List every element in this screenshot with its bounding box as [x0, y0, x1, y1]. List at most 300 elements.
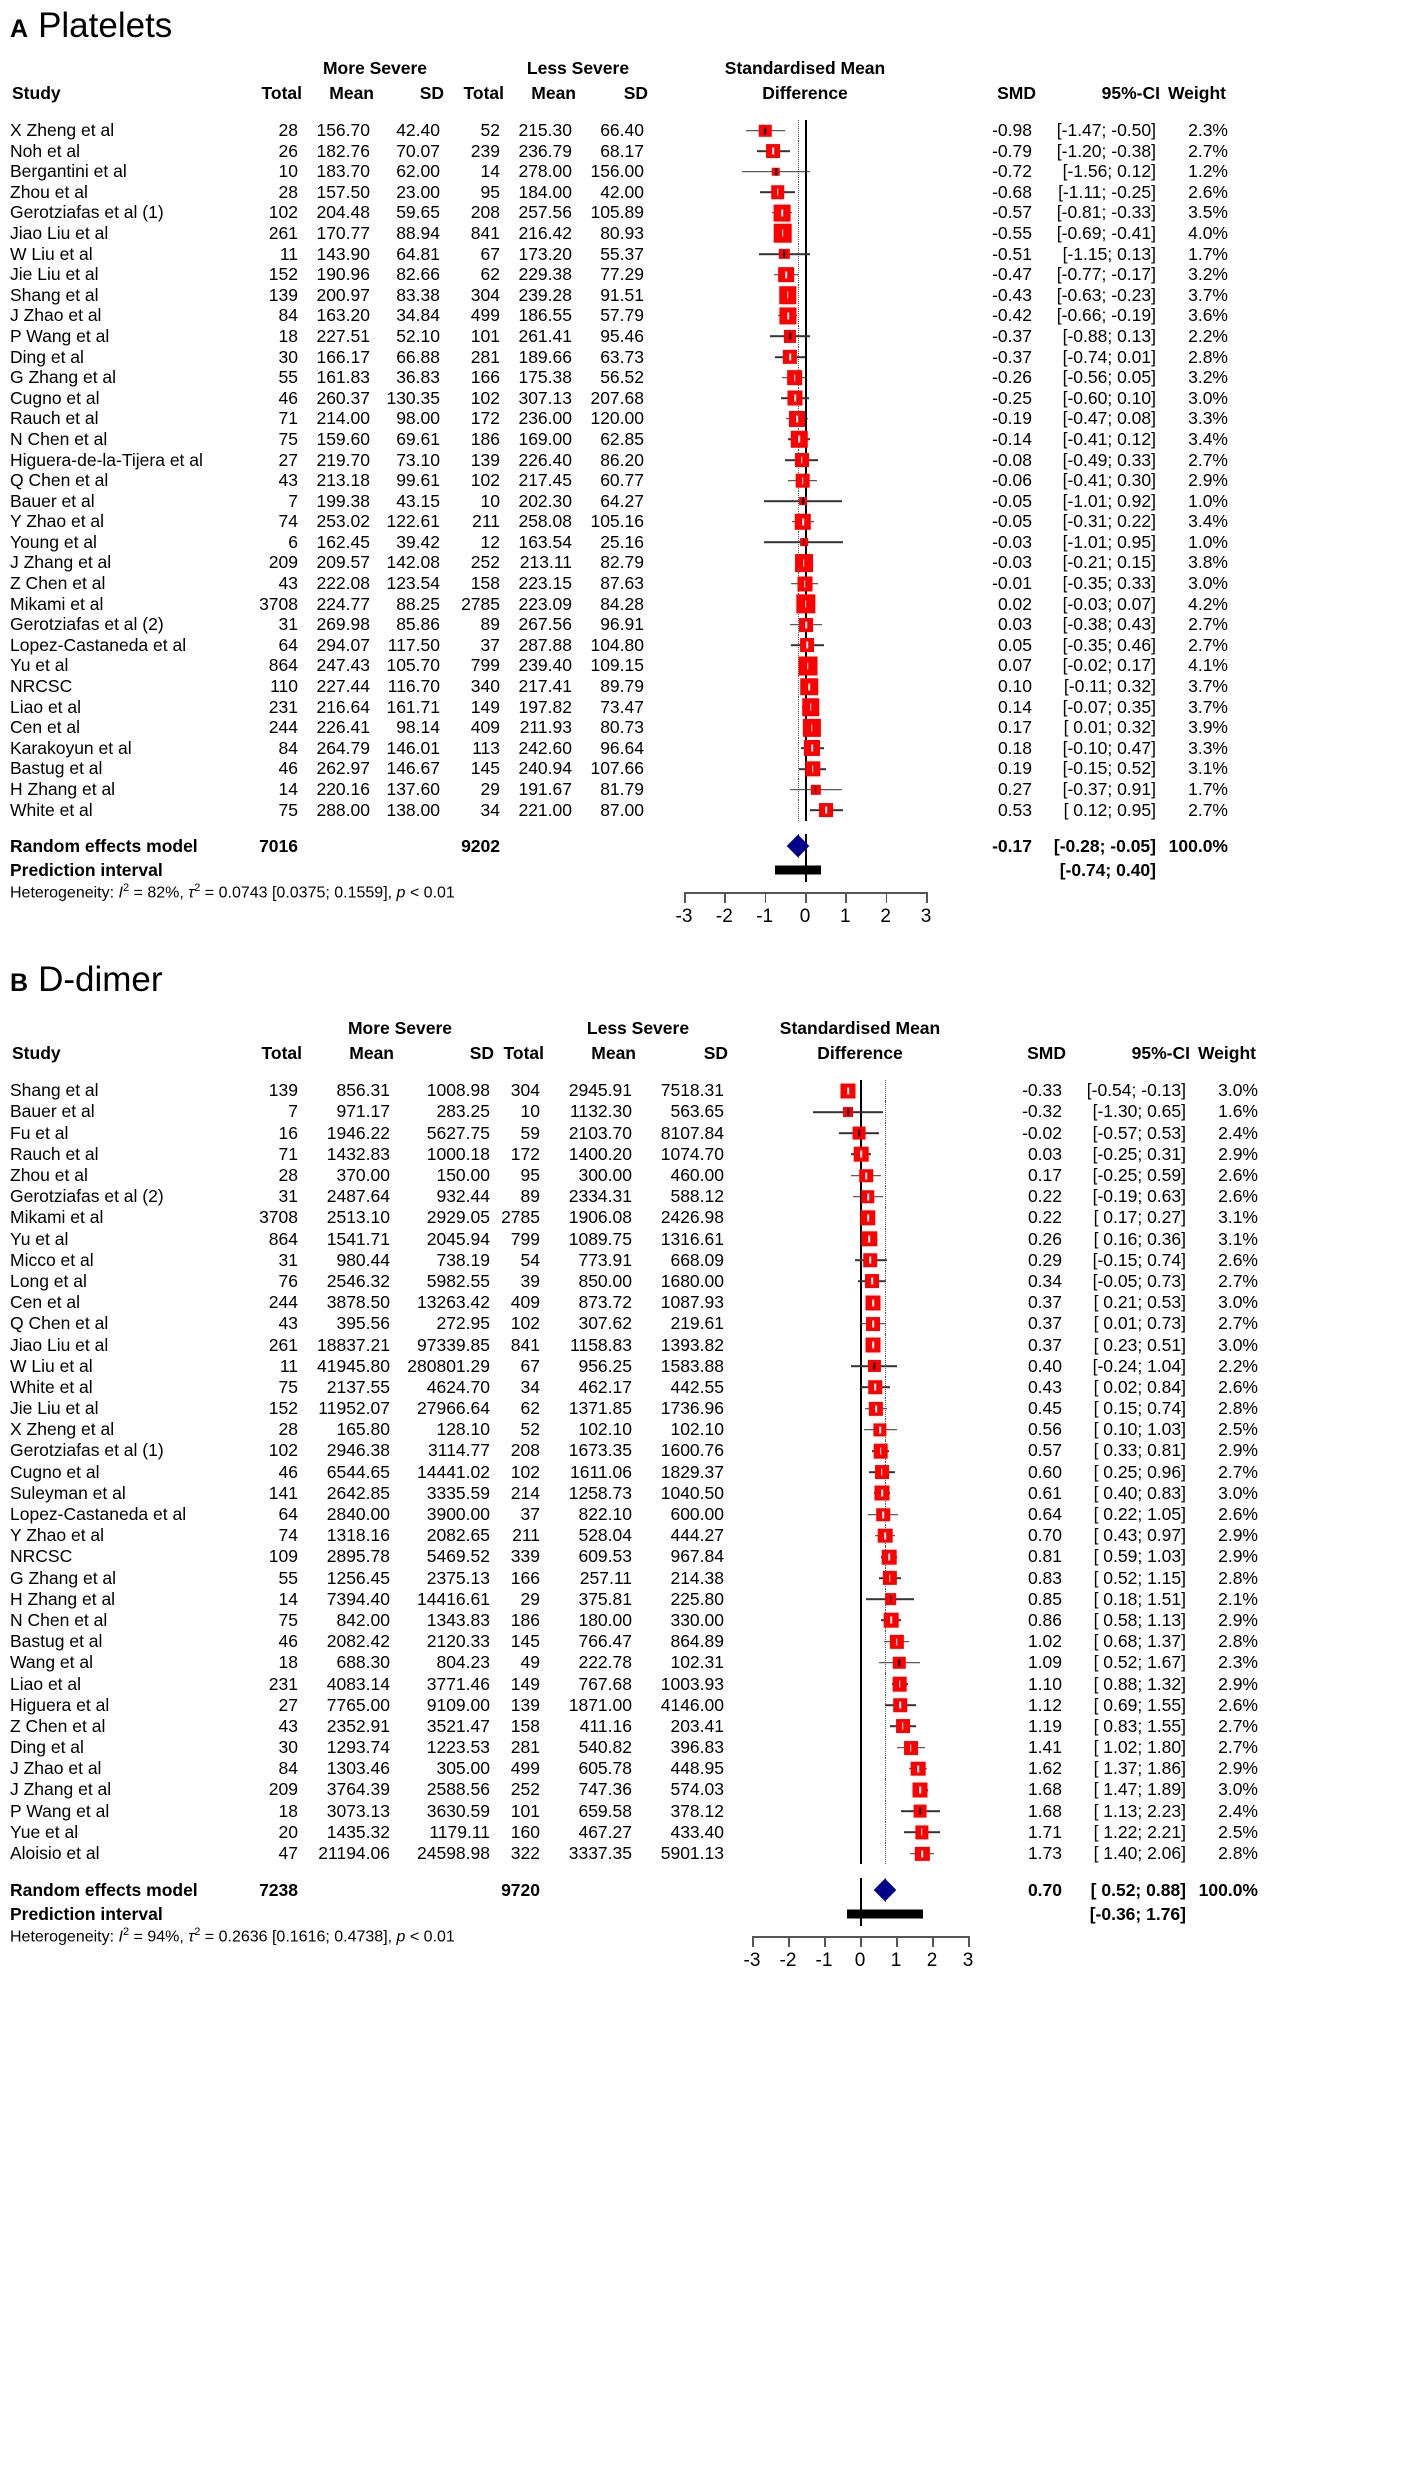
row-plot-cell: [650, 408, 960, 429]
summary-plot-cell: [650, 834, 960, 858]
row-mean-1: 18837.21: [317, 1334, 390, 1355]
row-study: Jiao Liu et al: [10, 1334, 109, 1355]
effect-point-marker: [882, 1511, 884, 1518]
table-row: [10, 202, 1427, 223]
row-sd-1: 9109.00: [426, 1694, 490, 1715]
row-ci: [ 0.33; 0.81]: [1093, 1440, 1186, 1461]
x-axis: [650, 882, 960, 938]
row-smd: -0.03: [992, 552, 1032, 573]
row-sd-1: 2045.94: [426, 1228, 490, 1249]
row-study: Yue et al: [10, 1821, 79, 1842]
table-row: [10, 1525, 1427, 1546]
row-mean-1: 219.70: [316, 449, 370, 470]
row-mean-1: 1293.74: [326, 1737, 390, 1758]
row-smd: -0.68: [992, 181, 1032, 202]
table-row: [10, 1123, 1427, 1144]
row-sd-1: 69.61: [396, 428, 440, 449]
row-total-1: 11: [279, 243, 298, 264]
row-plot-cell: [730, 1610, 990, 1631]
table-row: [10, 470, 1427, 491]
row-sd-2: 96.64: [600, 737, 644, 758]
row-smd: 0.40: [1027, 1355, 1062, 1376]
row-total-1: 30: [278, 1737, 298, 1758]
effect-point-marker: [871, 1278, 873, 1285]
row-plot-cell: [650, 223, 960, 244]
row-plot-cell: [650, 326, 960, 347]
row-sd-1: 24598.98: [417, 1843, 490, 1864]
row-total-1: 20: [278, 1821, 298, 1842]
row-mean-2: 191.67: [518, 779, 572, 799]
row-weight: 3.3%: [1188, 737, 1228, 758]
row-sd-1: 4624.70: [426, 1376, 490, 1397]
row-smd: 0.37: [1027, 1313, 1062, 1334]
effect-point-marker: [805, 601, 807, 608]
row-weight: 2.5%: [1218, 1419, 1258, 1440]
axis-tick-label: 0: [799, 906, 811, 928]
row-smd: 0.02: [997, 593, 1032, 614]
table-row: [10, 1356, 1427, 1377]
row-mean-1: 163.20: [316, 305, 370, 326]
row-sd-1: 128.10: [436, 1419, 490, 1440]
effect-point-marker: [804, 580, 806, 587]
row-mean-2: 258.08: [518, 511, 572, 532]
row-mean-1: 41945.80: [317, 1355, 390, 1376]
table-row: [10, 305, 1427, 326]
row-weight: 3.5%: [1188, 202, 1228, 223]
row-mean-1: 2895.78: [326, 1546, 390, 1567]
row-total-2: 29: [480, 779, 500, 799]
axis-tick-label: -2: [715, 906, 733, 928]
table-row: [10, 182, 1427, 203]
null-effect-line: [860, 1758, 862, 1779]
row-total-2: 149: [470, 696, 500, 717]
row-weight: 2.6%: [1218, 1186, 1258, 1207]
row-mean-1: 214.00: [316, 408, 370, 429]
effect-point-marker: [873, 1320, 875, 1327]
effect-point-marker: [890, 1596, 892, 1603]
row-total-2: 252: [470, 552, 500, 573]
row-plot-cell: [730, 1377, 990, 1398]
row-mean-2: 222.78: [578, 1652, 632, 1673]
prediction-label: Prediction interval: [10, 859, 163, 880]
null-effect-line: [860, 1801, 862, 1822]
row-sd-1: 3114.77: [428, 1440, 490, 1461]
row-study: Mikami et al: [10, 593, 104, 614]
row-study: P Wang et al: [10, 325, 110, 346]
row-smd: -0.06: [992, 470, 1032, 491]
table-row: [10, 429, 1427, 450]
effect-point-marker: [890, 1617, 892, 1624]
row-mean-1: 143.90: [316, 243, 370, 264]
row-total-2: 499: [510, 1758, 540, 1779]
row-weight: 1.2%: [1188, 161, 1228, 182]
effect-point-marker: [880, 1447, 882, 1454]
row-ci: [-0.47; 0.08]: [1062, 408, 1156, 429]
panel-a: [0, 6, 1427, 938]
row-study: NRCSC: [10, 1546, 73, 1567]
row-study: W Liu et al: [10, 1355, 93, 1376]
row-sd-2: 77.29: [600, 264, 644, 285]
effect-point-marker: [810, 704, 812, 711]
row-weight: 2.9%: [1218, 1758, 1258, 1779]
panel-letter: A: [10, 15, 29, 43]
row-sd-1: 27966.64: [417, 1398, 490, 1419]
row-total-2: 799: [470, 655, 500, 676]
row-total-2: 186: [470, 428, 500, 449]
row-sd-1: 272.95: [436, 1313, 490, 1334]
row-sd-2: 1583.88: [660, 1355, 724, 1376]
row-weight: 2.7%: [1188, 449, 1228, 470]
axis-tick-label: 2: [880, 906, 891, 928]
table-row: [10, 1398, 1427, 1419]
row-total-1: 152: [268, 1398, 298, 1419]
summary-total-1: 7016: [259, 835, 298, 856]
row-total-2: 166: [510, 1567, 540, 1588]
row-sd-1: 2929.05: [426, 1207, 490, 1228]
row-smd: -0.37: [992, 325, 1032, 346]
axis-tick-label: -3: [675, 906, 693, 928]
effect-point-marker: [794, 395, 796, 402]
row-weight: 2.9%: [1218, 1609, 1258, 1630]
row-plot-cell: [730, 1483, 990, 1504]
summary-ci: [ 0.52; 0.88]: [1090, 1879, 1186, 1900]
row-smd: 0.17: [1027, 1165, 1062, 1186]
row-sd-2: 4146.00: [660, 1694, 724, 1715]
row-weight: 3.0%: [1188, 573, 1228, 594]
pooled-effect-dotted-line: [798, 182, 799, 203]
row-sd-1: 117.50: [387, 634, 440, 655]
row-mean-1: 3073.13: [326, 1800, 390, 1821]
summary-row-random-effects: [10, 834, 1427, 858]
row-mean-1: 2352.91: [326, 1715, 390, 1736]
axis-tick: [926, 892, 928, 903]
row-total-2: 172: [470, 408, 500, 429]
row-ci: [ 0.15; 0.74]: [1093, 1398, 1186, 1419]
row-total-1: 31: [278, 1186, 298, 1207]
row-sd-1: 36.83: [396, 367, 440, 388]
null-effect-line: [860, 1589, 862, 1610]
row-plot-cell: [650, 367, 960, 388]
row-sd-1: 23.00: [396, 181, 440, 202]
pooled-effect-dotted-line: [885, 1101, 886, 1122]
row-weight: 2.9%: [1218, 1525, 1258, 1546]
row-ci: [ 1.13; 2.23]: [1093, 1800, 1186, 1821]
row-plot-cell: [650, 532, 960, 553]
col-sd-2: SD: [703, 1042, 728, 1063]
row-weight: 3.0%: [1218, 1334, 1258, 1355]
row-mean-1: 161.83: [316, 367, 370, 388]
effect-point-marker: [802, 518, 804, 525]
pooled-effect-dotted-line: [798, 738, 799, 759]
effect-point-marker: [811, 745, 813, 752]
null-effect-line: [860, 1631, 862, 1652]
row-sd-1: 1179.11: [429, 1821, 490, 1842]
row-study: Gerotziafas et al (1): [10, 202, 164, 223]
row-study: J Zhao et al: [10, 1758, 102, 1779]
row-ci: [-0.77; -0.17]: [1056, 264, 1156, 285]
row-total-2: 102: [510, 1461, 540, 1482]
row-study: Aloisio et al: [10, 1843, 100, 1864]
row-plot-cell: [730, 1186, 990, 1207]
null-effect-line: [860, 1504, 862, 1525]
pooled-effect-dotted-line: [885, 1737, 886, 1758]
table-row: [10, 1737, 1427, 1758]
row-mean-2: 3337.35: [568, 1843, 632, 1864]
row-total-1: 109: [268, 1546, 298, 1567]
row-weight: 2.8%: [1188, 346, 1228, 367]
row-total-1: 102: [268, 202, 298, 223]
table-row: [10, 1568, 1427, 1589]
row-ci: [ 0.18; 1.51]: [1093, 1588, 1186, 1609]
row-ci: [ 0.40; 0.83]: [1093, 1482, 1186, 1503]
group-header-more-severe: More Severe: [322, 57, 428, 78]
row-plot-cell: [650, 779, 960, 800]
row-sd-1: 3900.00: [426, 1504, 490, 1525]
effect-point-marker: [777, 189, 779, 196]
row-plot-cell: [650, 655, 960, 676]
table-row: [10, 511, 1427, 532]
row-total-2: 34: [520, 1376, 540, 1397]
row-sd-2: 104.80: [590, 634, 644, 655]
row-sd-2: 102.31: [670, 1652, 724, 1673]
summary-weight: 100.0%: [1198, 1879, 1258, 1900]
effect-point-marker: [875, 1384, 877, 1391]
row-sd-1: 123.54: [386, 573, 440, 594]
row-total-2: 89: [480, 614, 500, 635]
row-total-2: 62: [520, 1398, 540, 1419]
null-effect-line: [860, 1843, 862, 1864]
row-ci: [-0.56; 0.05]: [1062, 367, 1156, 388]
row-ci: [-0.41; 0.12]: [1062, 428, 1156, 449]
null-effect-line: [805, 800, 807, 821]
row-total-2: 158: [470, 573, 500, 594]
row-plot-cell: [730, 1779, 990, 1800]
row-total-2: 145: [510, 1631, 540, 1652]
row-mean-1: 199.38: [316, 490, 370, 511]
row-total-2: 102: [470, 470, 500, 491]
pooled-effect-dotted-line: [885, 1292, 886, 1313]
table-row: [10, 1419, 1427, 1440]
summary-spacer: [10, 1864, 1427, 1878]
row-plot-cell: [650, 264, 960, 285]
table-row: [10, 1271, 1427, 1292]
row-sd-1: 43.15: [396, 490, 440, 511]
row-sd-2: 207.68: [590, 387, 644, 408]
row-sd-2: 42.00: [600, 181, 644, 202]
row-ci: [ 0.22; 1.05]: [1093, 1504, 1186, 1525]
row-weight: 4.0%: [1188, 222, 1228, 243]
row-sd-1: 116.70: [387, 676, 440, 697]
effect-point-marker: [858, 1130, 860, 1137]
row-plot-cell: [730, 1123, 990, 1144]
row-mean-2: 180.00: [578, 1609, 632, 1630]
row-total-2: 841: [470, 222, 500, 243]
row-mean-1: 190.96: [316, 264, 370, 285]
row-ci: [-0.38; 0.43]: [1062, 614, 1156, 635]
pooled-effect-dotted-line: [885, 1716, 886, 1737]
null-effect-line: [860, 1737, 862, 1758]
row-sd-2: 80.73: [600, 717, 644, 738]
null-effect-line: [860, 1779, 862, 1800]
row-weight: 2.7%: [1218, 1313, 1258, 1334]
row-ci: [-0.63; -0.23]: [1056, 284, 1156, 305]
row-weight: 1.6%: [1218, 1101, 1258, 1122]
table-row: [10, 1801, 1427, 1822]
row-total-2: 10: [520, 1101, 540, 1122]
row-total-1: 75: [278, 799, 298, 820]
row-sd-1: 2375.13: [426, 1567, 490, 1588]
table-row: [10, 1229, 1427, 1250]
null-effect-line: [860, 1483, 862, 1504]
row-sd-1: 64.81: [396, 243, 440, 264]
row-weight: 3.7%: [1188, 284, 1228, 305]
row-mean-2: 609.53: [578, 1546, 632, 1567]
row-mean-2: 766.47: [578, 1631, 632, 1652]
row-plot-cell: [650, 305, 960, 326]
row-total-1: 7: [288, 1101, 298, 1122]
summary-model-label: Random effects model: [10, 1879, 198, 1900]
row-total-1: 864: [268, 655, 298, 676]
pooled-effect-dotted-line: [798, 141, 799, 162]
effect-point-marker: [881, 1490, 883, 1497]
row-sd-2: 1087.93: [660, 1292, 724, 1313]
table-row: [10, 264, 1427, 285]
row-sd-1: 83.38: [396, 284, 440, 305]
row-study: Q Chen et al: [10, 470, 109, 491]
row-mean-2: 169.00: [518, 428, 572, 449]
row-smd: -0.05: [992, 490, 1032, 511]
row-study: Bergantini et al: [10, 161, 127, 182]
row-sd-2: 1829.37: [660, 1461, 724, 1482]
row-sd-2: 203.41: [670, 1715, 724, 1736]
row-total-2: 841: [510, 1334, 540, 1355]
row-plot-cell: [650, 552, 960, 573]
row-plot-cell: [650, 182, 960, 203]
row-plot-cell: [730, 1440, 990, 1461]
table-row: [10, 573, 1427, 594]
row-total-2: 37: [520, 1504, 540, 1525]
row-total-2: 95: [480, 181, 500, 202]
row-ci: [ 1.37; 1.86]: [1093, 1758, 1186, 1779]
row-total-2: 10: [480, 490, 500, 511]
row-mean-1: 2642.85: [326, 1482, 390, 1503]
column-header-row: [10, 80, 1427, 106]
table-row: [10, 1589, 1427, 1610]
row-sd-2: 87.63: [600, 573, 644, 594]
row-plot-cell: [650, 676, 960, 697]
effect-point-marker: [797, 415, 799, 422]
forest-plot: [0, 56, 1427, 938]
row-study: Young et al: [10, 531, 97, 552]
row-study: Gerotziafas et al (2): [10, 1186, 164, 1207]
row-ci: [-0.19; 0.63]: [1092, 1186, 1186, 1207]
row-mean-2: 184.00: [518, 181, 572, 202]
row-weight: 2.7%: [1218, 1461, 1258, 1482]
null-effect-line: [805, 223, 807, 244]
row-total-1: 31: [278, 1249, 298, 1270]
row-ci: [-0.25; 0.31]: [1092, 1143, 1186, 1164]
row-weight: 2.6%: [1218, 1376, 1258, 1397]
row-plot-cell: [730, 1229, 990, 1250]
row-weight: 2.9%: [1218, 1440, 1258, 1461]
row-smd: -0.25: [992, 387, 1032, 408]
plot-header-line2: Difference: [762, 82, 848, 103]
row-plot-cell: [650, 573, 960, 594]
row-weight: 3.7%: [1188, 676, 1228, 697]
row-smd: 0.43: [1027, 1376, 1062, 1397]
row-smd: 0.53: [997, 799, 1032, 820]
row-ci: [-0.54; -0.13]: [1086, 1080, 1186, 1101]
row-plot-cell: [650, 800, 960, 821]
row-total-1: 28: [278, 1419, 298, 1440]
row-total-2: 145: [470, 758, 500, 779]
axis-tick: [860, 1936, 862, 1947]
prediction-plot-cell: [730, 1902, 990, 1926]
row-smd: -0.02: [1022, 1122, 1062, 1143]
row-study: Higuera-de-la-Tijera et al: [10, 449, 203, 470]
row-sd-2: 96.91: [600, 614, 644, 635]
effect-point-marker: [808, 683, 810, 690]
prediction-ci: [-0.36; 1.76]: [1089, 1903, 1186, 1924]
table-row: [10, 1292, 1427, 1313]
row-mean-2: 307.62: [578, 1313, 632, 1334]
group-header-row: [10, 1016, 1427, 1040]
row-study: Noh et al: [10, 140, 81, 161]
row-sd-2: 63.73: [600, 346, 644, 367]
null-effect-line: [860, 1334, 862, 1355]
axis-tick-label: 1: [890, 1950, 902, 1972]
effect-point-marker: [807, 662, 809, 669]
table-row: [10, 697, 1427, 718]
row-ci: [-1.01; 0.95]: [1062, 531, 1156, 552]
panel-letter: B: [10, 969, 29, 998]
row-total-2: 172: [510, 1143, 540, 1164]
row-smd: 0.26: [1027, 1228, 1062, 1249]
table-row: [10, 141, 1427, 162]
row-smd: -0.32: [1022, 1101, 1062, 1122]
row-mean-1: 1256.45: [326, 1567, 390, 1588]
row-study: X Zheng et al: [10, 120, 115, 140]
row-study: Rauch et al: [10, 1143, 99, 1164]
row-smd: 1.12: [1027, 1694, 1062, 1715]
effect-point-marker: [875, 1405, 877, 1412]
row-sd-1: 3521.47: [426, 1715, 490, 1736]
pooled-effect-dotted-line: [798, 223, 799, 244]
row-weight: 3.8%: [1188, 552, 1228, 573]
row-study: Z Chen et al: [10, 573, 106, 594]
row-study: G Zhang et al: [10, 1567, 117, 1588]
prediction-plot-cell: [650, 858, 960, 882]
row-plot-cell: [650, 511, 960, 532]
effect-point-marker: [910, 1744, 912, 1751]
row-total-1: 244: [268, 717, 298, 738]
table-row: [10, 738, 1427, 759]
row-plot-cell: [730, 1207, 990, 1228]
pooled-effect-dotted-line: [885, 1165, 886, 1186]
row-total-1: 46: [278, 1631, 298, 1652]
row-study: Karakoyun et al: [10, 737, 132, 758]
row-plot-cell: [650, 470, 960, 491]
null-effect-line: [860, 1080, 862, 1101]
effect-point-marker: [812, 765, 814, 772]
row-mean-1: 222.08: [316, 573, 370, 594]
row-smd: 0.03: [1027, 1143, 1062, 1164]
row-ci: [ 0.25; 0.96]: [1093, 1461, 1186, 1482]
row-sd-2: 330.00: [670, 1609, 724, 1630]
row-sd-2: 105.16: [590, 511, 644, 532]
null-effect-line: [805, 285, 807, 306]
row-plot-cell: [730, 1292, 990, 1313]
